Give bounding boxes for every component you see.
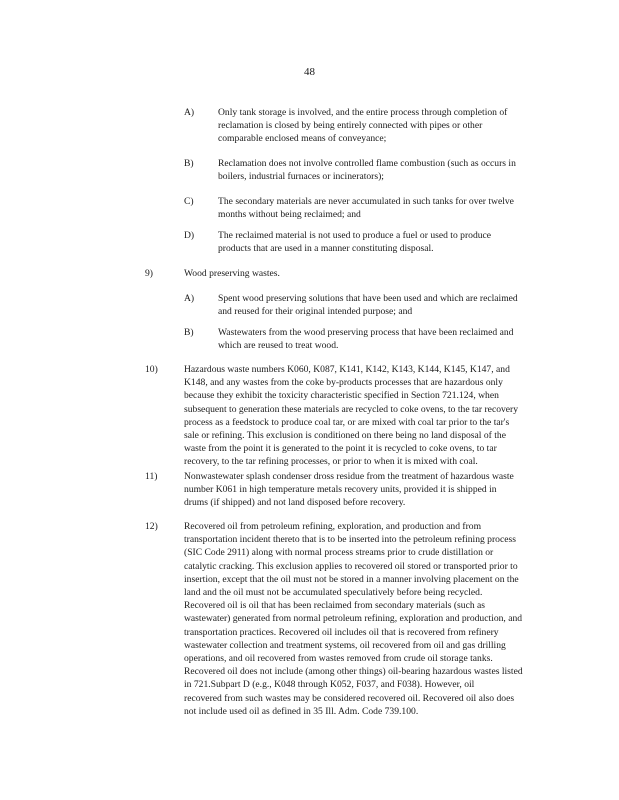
text-line: catalytic cracking. This exclusion applies to recovered oil stored or transported prior to — [184, 560, 518, 572]
text-line: Only tank storage is involved, and the entire process through completion of — [218, 107, 508, 118]
text-line: which are reused to treat wood. — [218, 340, 339, 352]
item-text — [218, 195, 558, 221]
text-line: because they exhibit the toxicity characteristic specified in Section 721.124, when — [184, 390, 499, 402]
page-number: 48 — [304, 66, 315, 78]
item-text — [184, 520, 556, 718]
text-line: Recovered oil from petroleum refining, exploration, and production and from — [184, 521, 482, 532]
text-line: comparable enclosed means of conveyance; — [218, 133, 387, 145]
item-label: B) — [184, 327, 194, 338]
text-line: Nonwastewater splash condenser dross residue from the treatment of hazardous waste — [184, 471, 514, 482]
item-text — [218, 106, 558, 146]
text-line: process as a feedstock to produce coal tar, or are mixed with coal tar prior to the tar's — [184, 416, 510, 428]
item-text — [218, 157, 558, 183]
item-text — [184, 470, 556, 510]
text-line: Spent wood preserving solutions that have been used and which are reclaimed — [218, 293, 518, 304]
text-line: sale or refining. This exclusion is conditioned on there being no land disposal of the — [184, 430, 506, 442]
item-text — [184, 267, 556, 280]
item-label: C) — [184, 196, 194, 207]
text-line: boilers, industrial furnaces or incinerators); — [218, 171, 384, 183]
item-text — [184, 363, 556, 469]
text-line: transportation practices. Recovered oil includes oil that is recovered from refinery — [184, 626, 499, 638]
text-line: The secondary materials are never accumulated in such tanks for over twelve — [218, 196, 514, 207]
text-line: The reclaimed material is not used to produce a fuel or used to produce — [218, 230, 492, 241]
text-line: Wood preserving wastes. — [184, 268, 280, 279]
text-line: not include used oil as defined in 35 Ill. Adm. Code 739.100. — [184, 705, 419, 717]
text-line: waste from the point it is generated to the point it is recycled to coke ovens, to tar — [184, 443, 497, 455]
text-line: operations, and oil recovered from wastes removed from crude oil storage tanks. — [184, 653, 493, 665]
text-line: transportation incident thereto that is to be inserted into the petroleum refining process — [184, 534, 516, 546]
text-line: insertion, except that the oil must not be stored in a manner involving placement on the — [184, 573, 519, 585]
text-line: subsequent to generation these materials are recycled to coke ovens, to the tar recovery — [184, 403, 519, 415]
text-line: (SIC Code 2911) along with normal process streams prior to crude distillation or — [184, 547, 494, 559]
text-line: reclamation is closed by being entirely connected with pipes or other — [218, 120, 483, 132]
item-label: 10) — [145, 364, 158, 375]
text-line: Hazardous waste numbers K060, K087, K141, K142, K143, K144, K145, K147, and — [184, 364, 510, 375]
text-line: land and the oil must not be accumulated speculatively before being recycled. — [184, 587, 483, 599]
item-label: 11) — [145, 471, 158, 482]
text-line: Reclamation does not involve controlled flame combustion (such as occurs in — [218, 158, 516, 169]
item-label: B) — [184, 158, 194, 169]
text-line: number K061 in high temperature metals recovery units, provided it is shipped in — [184, 484, 497, 496]
text-line: wastewater) generated from normal petroleum refining, exploration and production, and — [184, 613, 523, 625]
text-line: wastewater collection and treatment systems, oil recovered from oil and gas drilling — [184, 639, 506, 651]
item-text — [218, 292, 558, 318]
text-line: Wastewaters from the wood preserving process that have been reclaimed and — [218, 327, 514, 338]
text-line: products that are used in a manner constituting disposal. — [218, 243, 434, 255]
text-line: Recovered oil is oil that has been reclaimed from secondary materials (such as — [184, 600, 486, 612]
item-text — [218, 229, 558, 255]
text-line: drums (if shipped) and not land disposed before recovery. — [184, 497, 406, 509]
text-line: in 721.Subpart D (e.g., K048 through K052, F037, and F038). However, oil — [184, 679, 475, 691]
text-line: months without being reclaimed; and — [218, 209, 361, 221]
text-line: recovery, to the tar refining processes, or prior to when it is mixed with coal. — [184, 456, 478, 468]
text-line: and reused for their original intended purpose; and — [218, 306, 413, 318]
item-label: 9) — [145, 268, 153, 279]
text-line: K148, and any wastes from the coke by-products processes that are hazardous only — [184, 377, 503, 389]
item-label: 12) — [145, 521, 158, 532]
item-label: A) — [184, 293, 195, 304]
item-text — [218, 326, 558, 352]
item-label: A) — [184, 107, 195, 118]
text-line: recovered from such wastes may be considered recovered oil. Recovered oil also does — [184, 692, 515, 704]
text-line: Recovered oil does not include (among other things) oil-bearing hazardous wastes listed — [184, 666, 523, 678]
item-label: D) — [184, 230, 195, 241]
